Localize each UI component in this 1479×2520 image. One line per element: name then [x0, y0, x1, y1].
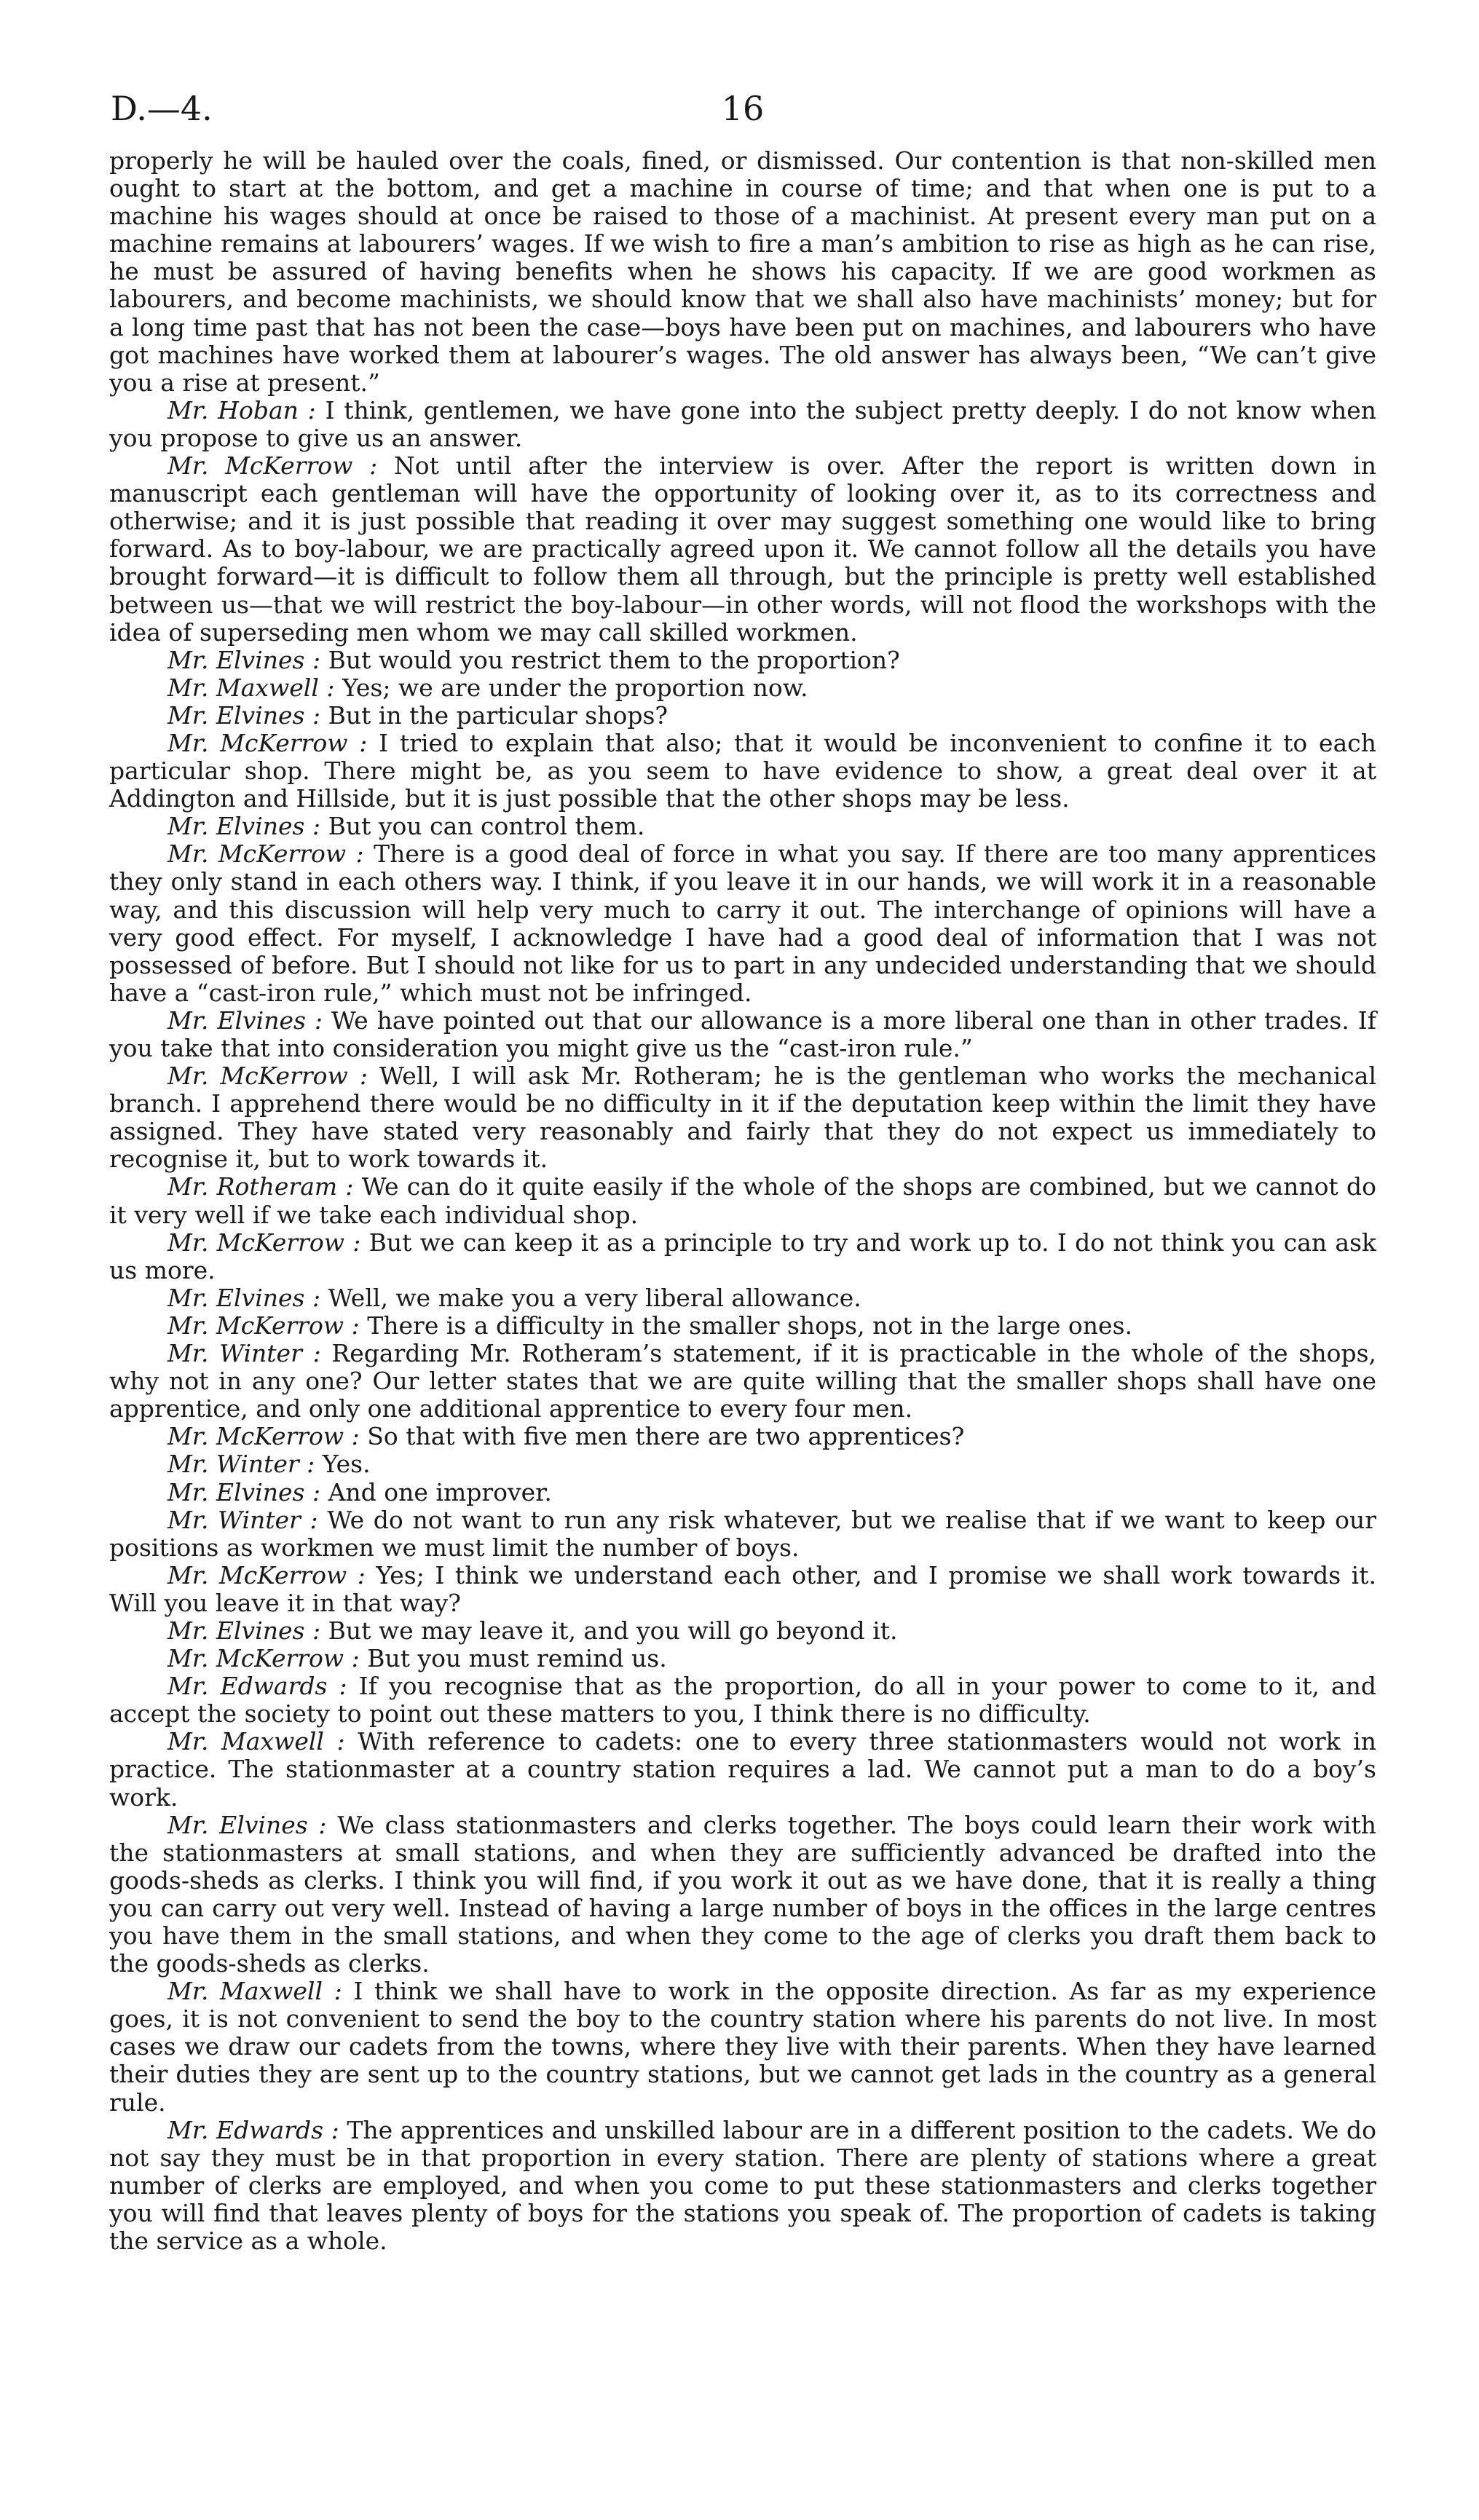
dialogue-paragraph	[109, 1645, 1376, 1672]
opening-paragraph: properly he will be hauled over the coals, fined, or dismissed. Our contention is that non-skilled men ought to start at the bottom, and get a machine in course of time; and that when one is put to a machine his wages should at once be raised to those of a machinist. At present every man put on a machine remains at labourers’ wages. If we wish to fire a man’s ambition to rise as high as he can rise, he must be assured of having benefits when he shows his capacity. If we are good workmen as labourers, and become machinists, we should know that we shall also have machinists’ money; but for a long time past that has not been the case—boys have been put on machines, and labourers who have got machines have worked them at labourer’s wages. The old answer has always been, “We can’t give you a rise at present.”	[109, 146, 1376, 397]
dialogue-paragraph	[109, 1728, 1376, 1811]
speech-text: Not until after the interview is over. After the report is written down in manuscript each gentleman will have the opportunity of looking over it, as to its correctness and otherwise; and it is just possible that reading it over may suggest something one would like to bring forward. As to boy-labour, we are practically agreed upon it. We cannot follow all the details you have brought forward—it is difficult to follow them all through, but the principle is pretty well established between us—that we will restrict the boy-labour—in other words, will not flood the workshops with the idea of superseding men whom we may call skilled workmen.	[109, 451, 1376, 647]
speaker-name: Mr. Elvines :	[167, 1616, 321, 1645]
dialogue-paragraph	[109, 730, 1376, 813]
speaker-name: Mr. Elvines :	[167, 1810, 327, 1839]
page-header	[109, 80, 1376, 138]
speech-text: Yes; we are under the proportion now.	[334, 673, 808, 702]
dialogue-paragraph	[109, 1284, 1376, 1312]
dialogue-paragraph	[109, 452, 1376, 647]
speaker-name: Mr. Winter :	[167, 1505, 318, 1534]
speech-text: We can do it quite easily if the whole of the shops are combined, but we cannot do it very well if we take each individual shop.	[109, 1172, 1376, 1229]
speech-text: I think we shall have to work in the opposite direction. As far as my experience goes, it is not convenient to send the boy to the country station where his parents do not live. In most cases we draw our cadets from the towns, where they live with their parents. When they have learned their duties they are sent up to the country stations, but we cannot get lads in the country as a general rule.	[109, 1977, 1376, 2117]
body-text	[109, 147, 1376, 2255]
speaker-name: Mr. Edwards :	[167, 2115, 339, 2144]
speaker-name: Mr. Elvines :	[167, 1006, 323, 1035]
speaker-name: Mr. McKerrow :	[167, 1560, 366, 1589]
dialogue-paragraph	[109, 840, 1376, 1007]
speech-text: But in the particular shops?	[320, 700, 668, 730]
dialogue-paragraph	[109, 1479, 1376, 1506]
document-page	[109, 80, 1376, 2255]
speech-text: We have pointed out that our allowance is a more liberal one than in other trades. If you take that into consideration you might give us the “cast-iron rule.”	[109, 1006, 1377, 1062]
dialogue-paragraph	[109, 1062, 1376, 1173]
speaker-name: Mr. McKerrow :	[167, 451, 378, 481]
dialogue-paragraph	[109, 1312, 1376, 1340]
speech-text: Regarding Mr. Rotheram’s statement, if it is practicable in the whole of the shops, why not in any one? Our letter states that we are quite willing that the smaller shops shall have one apprentice, and only one additional apprentice to every four men.	[109, 1339, 1376, 1423]
dialogue-paragraph	[109, 674, 1376, 702]
speech-text: I think, gentlemen, we have gone into the subject pretty deeply. I do not know when you propose to give us an answer.	[109, 395, 1376, 452]
speaker-name: Mr. Elvines :	[167, 645, 321, 674]
document-reference: D.—4.	[111, 89, 213, 128]
speech-text: And one improver.	[320, 1477, 552, 1506]
speech-text: But we may leave it, and you will go beyond it.	[320, 1616, 898, 1645]
speaker-name: Mr. Rotheram :	[167, 1172, 354, 1201]
speech-text: With reference to cadets: one to every three stationmasters would not work in practice. The stationmaster at a country station requires a lad. We cannot put a man to do a boy’s work.	[109, 1727, 1376, 1812]
speaker-name: Mr. McKerrow :	[167, 1644, 360, 1673]
speaker-name: Mr. McKerrow :	[167, 728, 368, 757]
speaker-name: Mr. Elvines :	[167, 1477, 321, 1506]
speaker-name: Mr. Winter :	[167, 1339, 321, 1368]
dialogue-paragraph	[109, 1672, 1376, 1728]
speaker-name: Mr. McKerrow :	[167, 1062, 368, 1091]
dialogue-paragraph	[109, 1812, 1376, 1978]
dialogue-paragraph	[109, 1340, 1376, 1423]
speech-text: Well, I will ask Mr. Rotheram; he is the gentleman who works the mechanical branch. I apprehend there would be no difficulty in it if the deputation keep within the limit they have assigned. They have stated very reasonably and fairly that they do not expect us immediately to recognise it, but to work towards it.	[109, 1062, 1376, 1174]
speech-text: There is a good deal of force in what you say. If there are too many apprentices they only stand in each others way. I think, if you leave it in our hands, we will work it in a reasonable way, and this discussion will help very much to carry it out. The interchange of opinions will have a very good effect. For myself, I acknowledge I have had a good deal of information that I was not possessed of before. But I should not like for us to part in any undecided understanding that we should have a “cast-iron rule,” which must not be infringed.	[109, 840, 1376, 1007]
dialogue-paragraph	[109, 1617, 1376, 1645]
speaker-name: Mr. Elvines :	[167, 700, 321, 730]
dialogue-paragraph	[109, 1506, 1376, 1562]
dialogue-paragraph	[109, 1450, 1376, 1478]
dialogue-paragraph	[109, 702, 1376, 730]
page-number: 16	[721, 89, 765, 128]
dialogue-paragraph	[109, 397, 1376, 452]
dialogue-paragraph	[109, 1978, 1376, 2116]
dialogue-paragraph	[109, 1173, 1376, 1228]
speaker-name: Mr. Maxwell :	[167, 673, 335, 702]
speaker-name: Mr. Maxwell :	[167, 1727, 345, 1756]
speech-text: We class stationmasters and clerks together. The boys could learn their work with the stationmasters at small stations, and when they are sufficiently advanced be drafted into the goods-sheds as clerks. I think you will find, if you work it out as we have done, that it is really a thing you can carry out very well. Instead of having a large number of boys in the offices in the large centres you have them in the small stations, and when they come to the age of clerks you draft them back to the goods-sheds as clerks.	[109, 1810, 1376, 1978]
speaker-name: Mr. Maxwell :	[167, 1977, 342, 2006]
speech-text: But would you restrict them to the proportion?	[320, 645, 900, 674]
speaker-name: Mr. Winter :	[167, 1450, 315, 1479]
speaker-name: Mr. Edwards :	[167, 1672, 347, 1701]
speech-text: But we can keep it as a principle to try and work up to. I do not think you can ask us more.	[109, 1228, 1377, 1284]
speaker-name: Mr. Elvines :	[167, 1283, 321, 1312]
speaker-name: Mr. McKerrow :	[167, 1422, 360, 1451]
speech-text: But you must remind us.	[359, 1644, 667, 1673]
speaker-name: Mr. Elvines :	[167, 812, 321, 841]
speaker-name: Mr. McKerrow :	[167, 1311, 360, 1340]
dialogue-paragraph	[109, 1229, 1376, 1284]
speech-text: Well, we make you a very liberal allowance.	[320, 1283, 861, 1312]
dialogue-paragraph	[109, 1562, 1376, 1617]
speech-text: Yes; I think we understand each other, and I promise we shall work towards it. Will you leave it in that way?	[109, 1560, 1376, 1617]
dialogue-paragraph	[109, 813, 1376, 840]
speech-text: But you can control them.	[320, 812, 645, 841]
speaker-name: Mr. McKerrow :	[167, 840, 364, 869]
dialogue-paragraph	[109, 2117, 1376, 2255]
speech-text: The apprentices and unskilled labour are in a different position to the cadets. We do not say they must be in that proportion in every station. There are plenty of stations where a great number of clerks are employed, and when you come to put these stationmasters and clerks together you will find that leaves plenty of boys for the stations you speak of. The proportion of cadets is taking the service as a whole.	[109, 2115, 1376, 2256]
speech-text: Yes.	[315, 1450, 371, 1479]
speech-text: If you recognise that as the proportion, do all in your power to come to it, and accept the society to point out these matters to you, I think there is no difficulty.	[109, 1672, 1377, 1729]
speaker-name: Mr. McKerrow :	[167, 1228, 361, 1257]
dialogue-paragraph	[109, 1007, 1376, 1062]
speech-text: I tried to explain that also; that it would be inconvenient to confine it to each particular shop. There might be, as you seem to have evidence to show, a great deal over it at Addington and Hillside, but it is just possible that the other shops may be less.	[109, 728, 1376, 813]
speech-text: So that with five men there are two apprentices?	[359, 1422, 965, 1451]
speech-text: There is a difficulty in the smaller shops, not in the large ones.	[359, 1311, 1133, 1340]
speaker-name: Mr. Hoban :	[167, 395, 316, 424]
dialogue-paragraph	[109, 1423, 1376, 1450]
dialogue-paragraph	[109, 647, 1376, 674]
speech-text: We do not want to run any risk whatever, but we realise that if we want to keep our positions as workmen we must limit the number of boys.	[109, 1505, 1376, 1562]
